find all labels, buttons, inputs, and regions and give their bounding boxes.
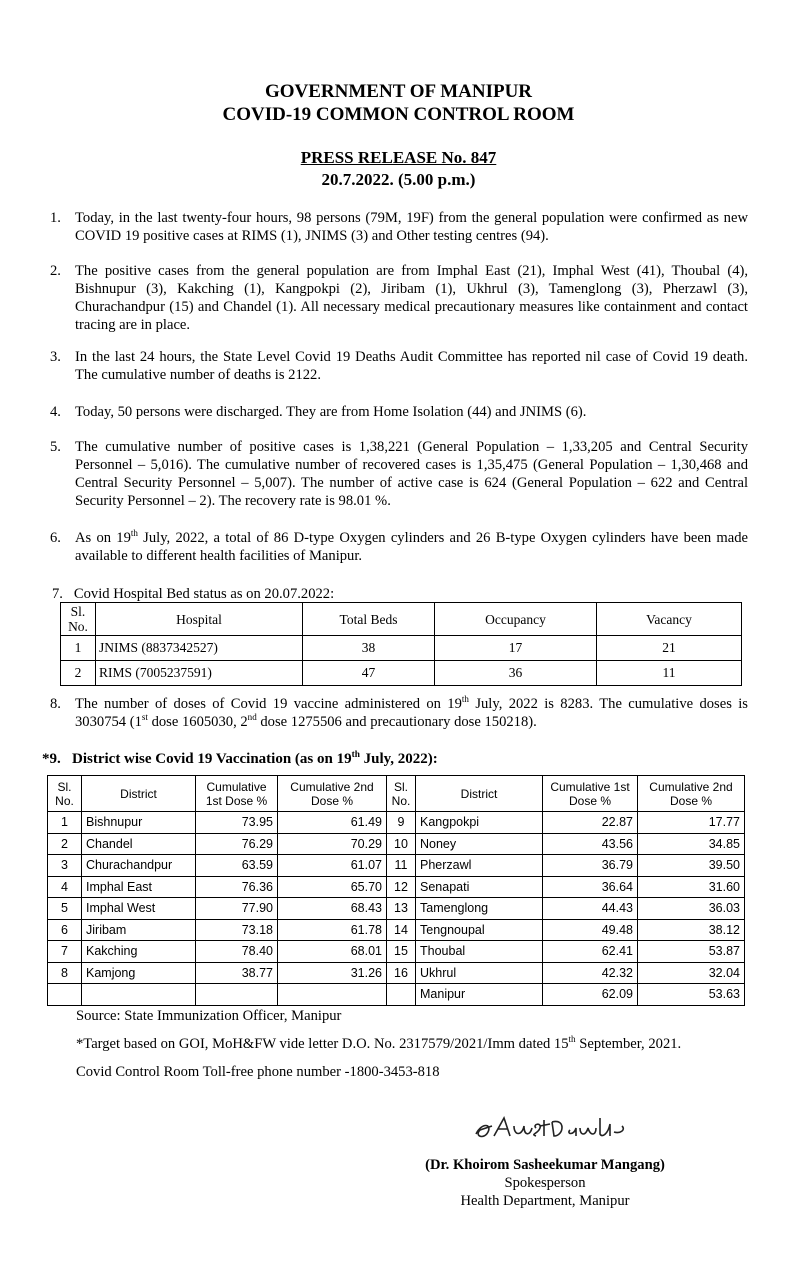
paragraph-4 [50, 403, 748, 421]
col-first-dose: Cumulative 1st Dose % [196, 776, 278, 812]
cell: 13 [387, 898, 416, 920]
cell: 38 [303, 636, 435, 661]
paragraph-3 [50, 348, 748, 384]
cell: 65.70 [278, 876, 387, 898]
paragraph-text: Today, 50 persons were discharged. They are from Home Isolation (44) and JNIMS (6). [75, 404, 587, 420]
cell: Thoubal [416, 941, 543, 963]
table-row [61, 661, 742, 686]
cell: Jiribam [82, 919, 196, 941]
cell: Bishnupur [82, 812, 196, 834]
cell: 17 [435, 636, 597, 661]
cell: 5 [48, 898, 82, 920]
press-release-date: 20.7.2022. (5.00 p.m.) [321, 170, 476, 189]
paragraph-number: 6. [50, 530, 61, 546]
cell: 32.04 [638, 962, 745, 984]
cell: 62.41 [543, 941, 638, 963]
table-row [48, 812, 745, 834]
cell: 47 [303, 661, 435, 686]
cell [196, 984, 278, 1006]
cell: 36 [435, 661, 597, 686]
paragraph-number: 4. [50, 404, 61, 420]
col-district-2: District [416, 776, 543, 812]
hospital-bed-table [60, 602, 742, 686]
cell: 73.95 [196, 812, 278, 834]
vaccination-heading: *9. District wise Covid 19 Vaccination (as on 19th July, 2022): [42, 750, 438, 767]
table-row [48, 855, 745, 877]
table-row [48, 962, 745, 984]
cell: Kangpokpi [416, 812, 543, 834]
cell: 11 [597, 661, 742, 686]
cell: 43.56 [543, 833, 638, 855]
cell: 14 [387, 919, 416, 941]
cell: 38.77 [196, 962, 278, 984]
paragraph-8 [50, 695, 748, 731]
handwritten-signature [470, 1112, 630, 1146]
target-note: *Target based on GOI, MoH&FW vide letter D.O. No. 2317579/2021/Imm dated 15th September, 2021. [76, 1034, 682, 1052]
col-sl-no: Sl. No. [61, 603, 96, 636]
col-sl-no: Sl. No. [48, 776, 82, 812]
header-control-room: COVID-19 COMMON CONTROL ROOM [222, 104, 575, 125]
col-second-dose-2: Cumulative 2nd Dose % [638, 776, 745, 812]
cell: 78.40 [196, 941, 278, 963]
cell: 17.77 [638, 812, 745, 834]
table-row [48, 898, 745, 920]
cell: 62.09 [543, 984, 638, 1006]
table-header-row [61, 603, 742, 636]
table-row [48, 919, 745, 941]
cell: 68.43 [278, 898, 387, 920]
paragraph-text: As on 19th July, 2022, a total of 86 D-type Oxygen cylinders and 26 B-type Oxygen cylinders have been made available to different health facilities of Manipur. [75, 528, 749, 564]
cell: 70.29 [278, 833, 387, 855]
cell: 53.63 [638, 984, 745, 1006]
table-row [48, 941, 745, 963]
table-row [48, 984, 745, 1006]
paragraph-text: In the last 24 hours, the State Level Covid 19 Deaths Audit Committee has reported nil case of Covid 19 death. The cumulative number of deaths is 2122. [75, 349, 748, 383]
paragraph-1 [50, 209, 748, 245]
cell: 6 [48, 919, 82, 941]
cell [82, 984, 196, 1006]
paragraph-text: The positive cases from the general population are from Imphal East (21), Imphal West (41), Thoubal (4), Bishnupur (3), Kakching (1), Kangpokpi (2), Jiribam (1), Ukhrul (3), Tamenglong (3), Pherzawl (3), Churachandpur (15) and Chandel (1). All necessary medical precautionary measures like containment and contact tracing are in place. [75, 263, 748, 333]
table-row [48, 876, 745, 898]
cell: 44.43 [543, 898, 638, 920]
signatory-name: (Dr. Khoirom Sasheekumar Mangang) [425, 1157, 665, 1173]
cell: 7 [48, 941, 82, 963]
paragraph-number: 3. [50, 349, 61, 365]
cell: 8 [48, 962, 82, 984]
col-district: District [82, 776, 196, 812]
cell: Kakching [82, 941, 196, 963]
col-sl-no-2: Sl. No. [387, 776, 416, 812]
cell: 39.50 [638, 855, 745, 877]
cell: Tengnoupal [416, 919, 543, 941]
cell: 22.87 [543, 812, 638, 834]
cell: 21 [597, 636, 742, 661]
cell: Chandel [82, 833, 196, 855]
cell: 61.49 [278, 812, 387, 834]
district-vaccination-table [47, 775, 745, 1006]
cell: 68.01 [278, 941, 387, 963]
col-occupancy: Occupancy [435, 603, 597, 636]
cell: RIMS (7005237591) [96, 661, 303, 686]
cell: Noney [416, 833, 543, 855]
cell: 2 [48, 833, 82, 855]
cell: 31.60 [638, 876, 745, 898]
cell: 31.26 [278, 962, 387, 984]
cell: Tamenglong [416, 898, 543, 920]
cell: Manipur [416, 984, 543, 1006]
cell [278, 984, 387, 1006]
source-note: Source: State Immunization Officer, Manipur [76, 1008, 342, 1024]
cell: 16 [387, 962, 416, 984]
cell: 11 [387, 855, 416, 877]
cell: 42.32 [543, 962, 638, 984]
cell: Imphal East [82, 876, 196, 898]
cell: 3 [48, 855, 82, 877]
cell: 36.64 [543, 876, 638, 898]
paragraph-6 [50, 529, 748, 565]
cell: 15 [387, 941, 416, 963]
cell: 4 [48, 876, 82, 898]
cell: 63.59 [196, 855, 278, 877]
cell: Imphal West [82, 898, 196, 920]
cell [48, 984, 82, 1006]
tollfree-note: Covid Control Room Toll-free phone number -1800-3453-818 [76, 1064, 440, 1080]
col-hospital: Hospital [96, 603, 303, 636]
table-row [48, 833, 745, 855]
cell: 1 [61, 636, 96, 661]
cell: 10 [387, 833, 416, 855]
cell: 34.85 [638, 833, 745, 855]
cell: Kamjong [82, 962, 196, 984]
paragraph-text: The cumulative number of positive cases is 1,38,221 (General Population – 1,33,205 and Central Security Personnel – 5,016). The cumulative number of recovered cases is 1,35,475 (General Population – 1,30,468 and Central Security Personnel – 5,007). The number of active case is 624 (General Population – 622 and Central Security Personnel – 2). The recovery rate is 98.01 %. [75, 439, 748, 509]
press-release-number: PRESS RELEASE No. 847 [300, 148, 497, 167]
paragraph-number: 1. [50, 210, 61, 226]
table-row [61, 636, 742, 661]
cell: 73.18 [196, 919, 278, 941]
cell: Pherzawl [416, 855, 543, 877]
table-header-row [48, 776, 745, 812]
cell: 38.12 [638, 919, 745, 941]
paragraph-5 [50, 438, 748, 510]
paragraph-number: 2. [50, 263, 61, 279]
cell: 9 [387, 812, 416, 834]
paragraph-2 [50, 262, 748, 334]
cell: 76.29 [196, 833, 278, 855]
cell: JNIMS (8837342527) [96, 636, 303, 661]
col-second-dose: Cumulative 2nd Dose % [278, 776, 387, 812]
cell: 53.87 [638, 941, 745, 963]
paragraph-text: Today, in the last twenty-four hours, 98 persons (79M, 19F) from the general population were confirmed as new COVID 19 positive cases at RIMS (1), JNIMS (3) and Other testing centres (94). [75, 210, 748, 244]
paragraph-number: 5. [50, 439, 61, 455]
cell: 36.03 [638, 898, 745, 920]
paragraph-number: 8. [50, 696, 61, 712]
signatory-role: Spokesperson [504, 1175, 586, 1191]
cell: 12 [387, 876, 416, 898]
cell: 61.07 [278, 855, 387, 877]
cell: 2 [61, 661, 96, 686]
col-first-dose-2: Cumulative 1st Dose % [543, 776, 638, 812]
cell: 76.36 [196, 876, 278, 898]
paragraph-text: The number of doses of Covid 19 vaccine administered on 19th July, 2022 is 8283. The cumulative doses is 3030754 (1st dose 1605030, 2nd dose 1275506 and precautionary dose 150218). [75, 694, 748, 730]
cell: Ukhrul [416, 962, 543, 984]
col-total-beds: Total Beds [303, 603, 435, 636]
cell: 49.48 [543, 919, 638, 941]
col-vacancy: Vacancy [597, 603, 742, 636]
bed-status-heading: 7. Covid Hospital Bed status as on 20.07.2022: [52, 586, 335, 602]
signatory-department: Health Department, Manipur [460, 1193, 630, 1209]
cell: 61.78 [278, 919, 387, 941]
cell: Senapati [416, 876, 543, 898]
header-government: GOVERNMENT OF MANIPUR [264, 81, 533, 102]
cell: 77.90 [196, 898, 278, 920]
cell [387, 984, 416, 1006]
cell: 36.79 [543, 855, 638, 877]
cell: 1 [48, 812, 82, 834]
cell: Churachandpur [82, 855, 196, 877]
